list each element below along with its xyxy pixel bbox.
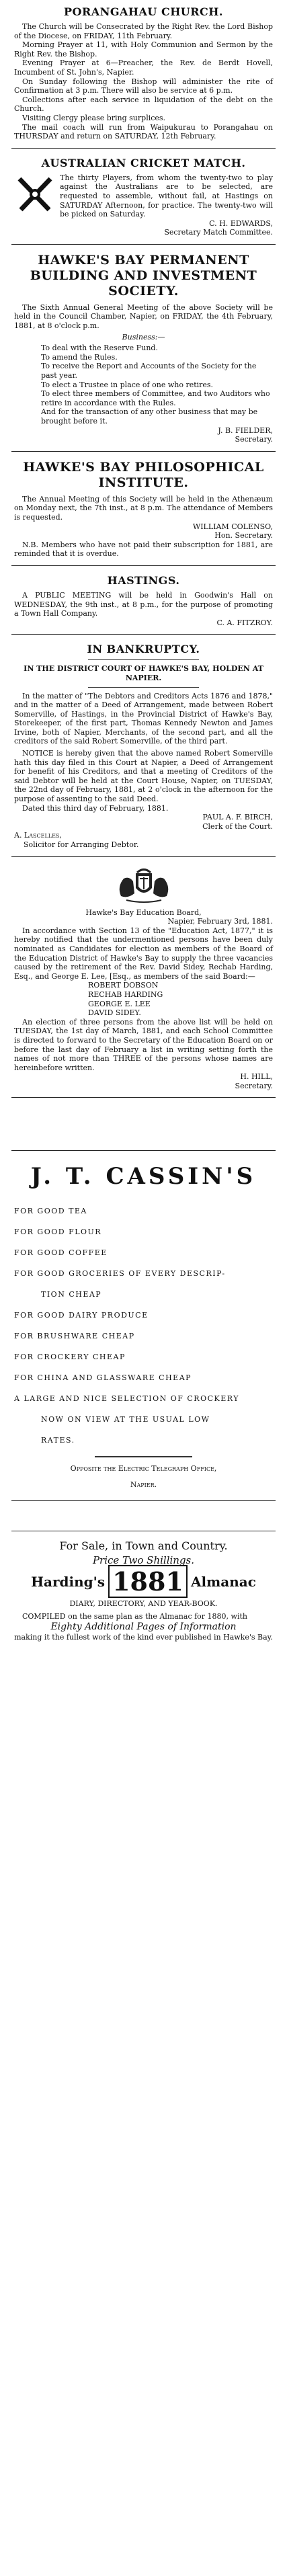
hastings-title: HASTINGS. — [107, 573, 180, 587]
cassin-line: FOR GOOD DAIRY PRODUCE — [14, 1311, 149, 1320]
business-item: To amend the Rules. — [41, 352, 118, 362]
building-society-title: HAWKE'S BAY PERMANENT BUILDING AND INVESTMENT SOCIETY. — [30, 252, 257, 298]
almanac-ad — [11, 1531, 276, 1649]
porangahau-paragraph: Visiting Clergy please bring surplices. — [22, 113, 166, 122]
porangahau-church-ad — [11, 0, 276, 149]
bankruptcy-ad — [11, 635, 276, 856]
candidate-name: DAVID SIDEY. — [88, 1008, 141, 1018]
candidate-name: GEORGE E. LEE — [88, 999, 151, 1008]
cassin-line: FOR GOOD FLOUR — [14, 1227, 102, 1237]
almanac-body: COMPILED on the same plan as the Almanac for 1880, with — [22, 1611, 247, 1621]
divider — [88, 659, 199, 660]
cricket-match-ad — [11, 149, 276, 245]
bankruptcy-dated: Dated this third day of February, 1881. — [22, 803, 169, 813]
education-board-ad — [11, 857, 276, 1098]
building-society-ad — [11, 245, 276, 452]
blank-space — [11, 1501, 276, 1531]
cassin-line: FOR GOOD COFFEE — [14, 1248, 108, 1258]
bankruptcy-clerk-title: Clerk of the Court. — [202, 821, 273, 831]
almanac-masthead — [14, 1568, 273, 1596]
philosophical-note: N.B. Members who have not paid their subscription for 1881, are reminded that it is overdue. — [14, 540, 273, 559]
building-society-signer: J. B. FIELDER, — [218, 426, 273, 435]
cassin-line: A LARGE AND NICE SELECTION OF CROCKERY — [14, 1394, 239, 1404]
cricket-signer-title: Secretary Match Committee. — [164, 228, 273, 237]
cassin-line: FOR GOOD TEA — [14, 1207, 87, 1216]
bankruptcy-matter: In the matter of "The Debtors and Creditors Acts 1876 and 1878," and in the matter of a Deed of Arrangement, made between Robert Somerville, of Hastings, in the Provincial District of Hawke's Bay, Storekeeper, of the first part, Thomas Kennedy Newton and James Irvine, both of Napier, Merchants, of the second part, and all the creditors of the said Robert Somerville, of the third part. — [14, 691, 273, 746]
business-item: To deal with the Reserve Fund. — [41, 344, 158, 353]
hastings-signer: C. A. FITZROY. — [216, 618, 273, 627]
cricket-title: AUSTRALIAN CRICKET MATCH. — [41, 156, 246, 169]
porangahau-title: PORANGAHAU CHURCH. — [64, 5, 223, 18]
newspaper-column — [11, 0, 276, 1649]
bankruptcy-solicitor-title: Solicitor for Arranging Debtor. — [24, 840, 139, 849]
porangahau-paragraph: The Church will be Consecrated by the Right Rev. the Lord Bishop of the Diocese, on FRIDAY, 11th February. — [14, 22, 273, 40]
divider — [95, 1456, 192, 1457]
candidate-name: ROBERT DOBSON — [88, 981, 159, 990]
porangahau-paragraph: Collections after each service in liquidation of the debt on the Church. — [14, 95, 273, 114]
almanac-name-left: Harding's — [31, 1573, 105, 1590]
royal-arms-icon — [113, 867, 175, 904]
education-body: In accordance with Section 13 of the "Education Act, 1877," it is hereby notified that the undermentioned persons have been duly nominated as Candidates for election as members of the Board of the Education District of Hawke's Bay to supply the three vacancies caused by the retirement of the Rev. David Sidey, Rechab Harding, Esq., and George E. Lee, [Esq., as members of the said Board:— — [14, 926, 273, 981]
cassin-line: RATES. — [41, 1436, 75, 1445]
building-society-signer-title: Secretary. — [235, 435, 273, 444]
cassin-line: FOR BRUSHWARE CHEAP — [14, 1332, 135, 1341]
business-label: Business:— — [122, 332, 165, 341]
cricket-body: The thirty Players, from whom the twenty-two to play against the Australians are to be selected, are requested to assemble, without fail, at Hastings on SATURDAY Afternoon, for practice. The twenty-two will be picked on Saturday. — [60, 173, 273, 219]
crossed-bats-icon — [14, 175, 56, 214]
cassin-town: Napier. — [130, 1480, 157, 1490]
business-item: To elect three members of Committee, and two Auditors who retire in accordance with the Rules. — [41, 389, 270, 407]
business-item: To elect a Trustee in place of one who retires. — [41, 380, 214, 389]
philosophical-signer: WILLIAM COLENSO, — [192, 522, 273, 531]
business-item: To receive the Report and Accounts of the Society for the past year. — [41, 362, 257, 380]
almanac-name-right: Almanac — [190, 1573, 256, 1590]
almanac-for-sale: For Sale, in Town and Country. — [59, 1539, 228, 1552]
cassin-address: Opposite the Electric Telegraph Office, — [70, 1464, 217, 1474]
bankruptcy-clerk: PAUL A. F. BIRCH, — [202, 813, 273, 822]
almanac-extra: Eighty Additional Pages of Information — [50, 1621, 237, 1633]
cricket-signer: C. H. EDWARDS, — [209, 218, 273, 228]
cassin-title: J. T. CASSIN'S — [30, 1163, 257, 1191]
almanac-subtitle: DIARY, DIRECTORY, AND YEAR-BOOK. — [69, 1599, 218, 1608]
education-election: An election of three persons from the above list will be held on TUESDAY, the 1st day of March, 1881, and each School Committee is directed to forward to the Secretary of the Education Board on or before the last day of February a list in writing setting forth the names of not more than THREE of the persons whose names are hereinbefore written. — [14, 1017, 273, 1072]
bankruptcy-notice: NOTICE is hereby given that the above named Robert Somerville hath this day filed in this Court at Napier, a Deed of Arrangement for benefit of his Creditors, and that a meeting of Creditors of the said Debtor will be held at the Court House, Napier, on TUESDAY, the 22nd day of February, 1881, at 2 o'clock in the afternoon for the purpose of assenting to the said Deed. — [14, 749, 273, 804]
philosophical-signer-title: Hon. Secretary. — [214, 531, 273, 540]
education-signer: H. HILL, — [240, 1072, 273, 1082]
cassin-line: NOW ON VIEW AT THE USUAL LOW — [41, 1415, 210, 1424]
cassin-line: FOR GOOD GROCERIES OF EVERY DESCRIP- — [14, 1269, 226, 1279]
cassin-line: FOR CHINA AND GLASSWARE CHEAP — [14, 1373, 192, 1383]
almanac-year: 1881 — [108, 1565, 188, 1598]
education-dateline: Napier, February 3rd, 1881. — [167, 917, 273, 926]
cassin-line: FOR CROCKERY CHEAP — [14, 1353, 126, 1362]
cassin-ad — [11, 1150, 276, 1500]
building-society-intro: The Sixth Annual General Meeting of the above Society will be held in the Council Chamber, Napier, on FRIDAY, the 4th February, 1881, at 8 o'clock p.m. — [14, 303, 273, 331]
porangahau-paragraph: Evening Prayer at 6—Preacher, the Rev. de Berdt Hovell, Incumbent of St. John's, Napier. — [14, 58, 273, 77]
philosophical-body: The Annual Meeting of this Society will be held in the Athenæum on Monday next, the 7th inst., at 8 p.m. The attendance of Members is requested. — [14, 494, 273, 522]
philosophical-title: HAWKE'S BAY PHILOSOPHICAL INSTITUTE. — [23, 459, 264, 490]
education-heading: Hawke's Bay Education Board, — [85, 908, 202, 917]
bankruptcy-title: IN BANKRUPTCY. — [87, 643, 200, 656]
candidate-name: RECHAB HARDING — [88, 990, 163, 999]
porangahau-paragraph: The mail coach will run from Waipukurau to Porangahau on THURSDAY and return on SATURDAY, 12th February. — [14, 122, 273, 141]
divider — [88, 687, 199, 688]
bankruptcy-solicitor: A. Lascelles, — [14, 831, 62, 840]
cassin-line: TION CHEAP — [41, 1290, 102, 1299]
bankruptcy-court: IN THE DISTRICT COURT OF HAWKE'S BAY, HOLDEN AT NAPIER. — [24, 664, 263, 682]
philosophical-institute-ad — [11, 452, 276, 566]
business-item: And for the transaction of any other business that may be brought before it. — [41, 407, 258, 426]
hastings-ad — [11, 566, 276, 635]
porangahau-paragraph: On Sunday following the Bishop will administer the rite of Confirmation at 3 p.m. There will also be service at 6 p.m. — [14, 77, 273, 95]
porangahau-paragraph: Morning Prayer at 11, with Holy Communion and Sermon by the Right Rev. the Bishop. — [14, 40, 273, 58]
education-signer-title: Secretary. — [235, 1081, 273, 1090]
hastings-body: A PUBLIC MEETING will be held in Goodwin's Hall on WEDNESDAY, the 9th inst., at 8 p.m., for the purpose of promoting a Town Hall Company. — [14, 590, 273, 618]
almanac-tail: making it the fullest work of the kind ever published in Hawke's Bay. — [14, 1633, 273, 1642]
blank-space — [11, 1098, 276, 1150]
almanac-price: Price Two Shillings. — [92, 1554, 195, 1566]
